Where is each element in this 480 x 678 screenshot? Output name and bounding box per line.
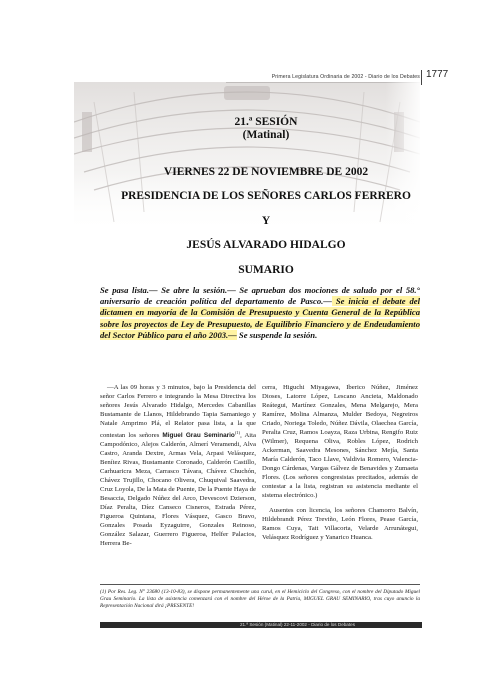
chamber-photo [74,82,420,234]
footnote-ref: (1) [234,430,241,435]
roll-call-continuation: cerra, Higuchi Miyagawa, Iberico Núñez, Jiménez Dioses, Latorre López, Lescano Ancieta, Maldonado Reátegui, Martínez Gonzales, Mena Melgarejo, Mera Ramírez, Molina Almanza, Mulder Bedoya, Negreiros Criado, Noriega Toledo, Núñez Dávila, Olaechea García, Peralta Cruz, Ramos Loayza, Raza Urbina, Rengifo Ruiz (Wilmer), Requena Oliva, Robles López, Rodrich Ackerman, Saavedra Mesones, Sánchez Mejía, Santa María Calderón, Taco Llave, Valdivia Romero, Valencia-Dongo Cárdenas, Vargas Gálvez de Benavides y Zumaeta Flores. (Los señores congresistas precitados, además de contestar a la lista, registran su asistencia mediante el sistema electrónico.) [262,384,418,499]
presidency-conjunction: Y [261,215,271,227]
session-title [26,116,480,141]
session-date: VIERNES 22 DE NOVIEMBRE DE 2002 [163,166,369,178]
roll-call-intro: —A las 09 horas y 3 minutos, bajo la Presidencia del señor Carlos Ferrero e integrando la Mesa Directiva los señores Jesús Alvarado Hidalgo, Mercedes Cabanillas Bustamante de Llanos, Hildebrando Tapia Samaniego y Natale Amprimo Plá, el Relator pasa lista, a la que contestan los señores [100,384,256,440]
running-header: Primera Legislatura Ordinaria de 2002 - Diario de los Debates [271,74,420,80]
footnote-rule [100,584,420,585]
session-type: (Matinal) [242,128,290,141]
session-number: 21.ª SESIÓN [234,116,298,128]
grau-name: Miguel Grau Seminario [162,432,235,440]
page-number: 1777 [426,69,449,80]
roll-call-paragraph [100,383,256,548]
summary-heading: SUMARIO [238,264,294,276]
footnote: (1) Por Res. Leg. N° 23680 (13-10-83), se dispone permanentemente una curul, en el Hemiciclo del Congreso, con el nombre del Diputado Miguel Grau Seminario. La lista de asistencia comenzará con el nombre del Héroe de la Patria, MIGUEL GRAU SEMINARIO, tras cuyo anuncio la Representación Nacional dirá ¡PRESENTE! [100,589,420,610]
body-column-left [100,383,256,548]
presidency-heading: PRESIDENCIA DE LOS SEÑORES CARLOS FERRERO [121,190,411,202]
absent-paragraph: Ausentes con licencia, los señores Chamorro Balvín, Hildebrandt Pérez Treviño, León Flores, Pease García, Ramos Cuya, Tait Villacorta, Velarde Arrunátegui, Velásquez Rodríguez y Yanarico Huanca. [262,507,418,541]
roll-call-names: , Aita Campodónico, Alejos Calderón, Almerí Veramendi, Alva Castro, Aranda Dextre, Armas Vela, Arpasi Velásquez, Benítez Rivas, Bustamante Coronado, Calderón Castillo, Carhuaricra Meza, Carrasco Távara, Chávez Chuchón, Chávez Trujillo, Chocano Olivera, Chuquival Saavedra, Cruz Loyola, De la Mata de Puente, De la Puente Haya de Besaccia, Delgado Núñez del Arco, Devescovi Dzierson, Díaz Peralta, Díez Canseco Cisneros, Estrada Pérez, Figueroa Quintana, Flores Vásquez, Gasco Bravo, Gonzales Posada Eyzaguirre, Gonzales Reinoso, González Salazar, Guerrero Figueroa, Helfer Palacios, Herrera Be- [100,432,256,548]
second-president: JESÚS ALVARADO HIDALGO [186,239,346,251]
summary-highlighted: Se inicia el debate del dictamen en mayoría de la Comisión de Presupuesto y Cuenta General de la República sobre los proyectos de Ley de Presupuesto, de Equilibrio Financiero y de Endeudamiento del Sector Público para el año 2003.— [100,296,420,340]
summary-part-3: Se suspende la sesión. [236,329,318,340]
summary-text [100,285,420,341]
header-divider [421,70,422,85]
body-column-right [262,383,418,542]
running-footer: 21.ª Sesión (Matinal) 22-11-2002 - Diario de los Debates [240,622,355,627]
summary-part-1: Se pasa lista.— Se abre la sesión.— Se aprueban dos mociones de saludo por el 58.° aniversario de creación política del departamento de Pasco.— [100,285,420,307]
